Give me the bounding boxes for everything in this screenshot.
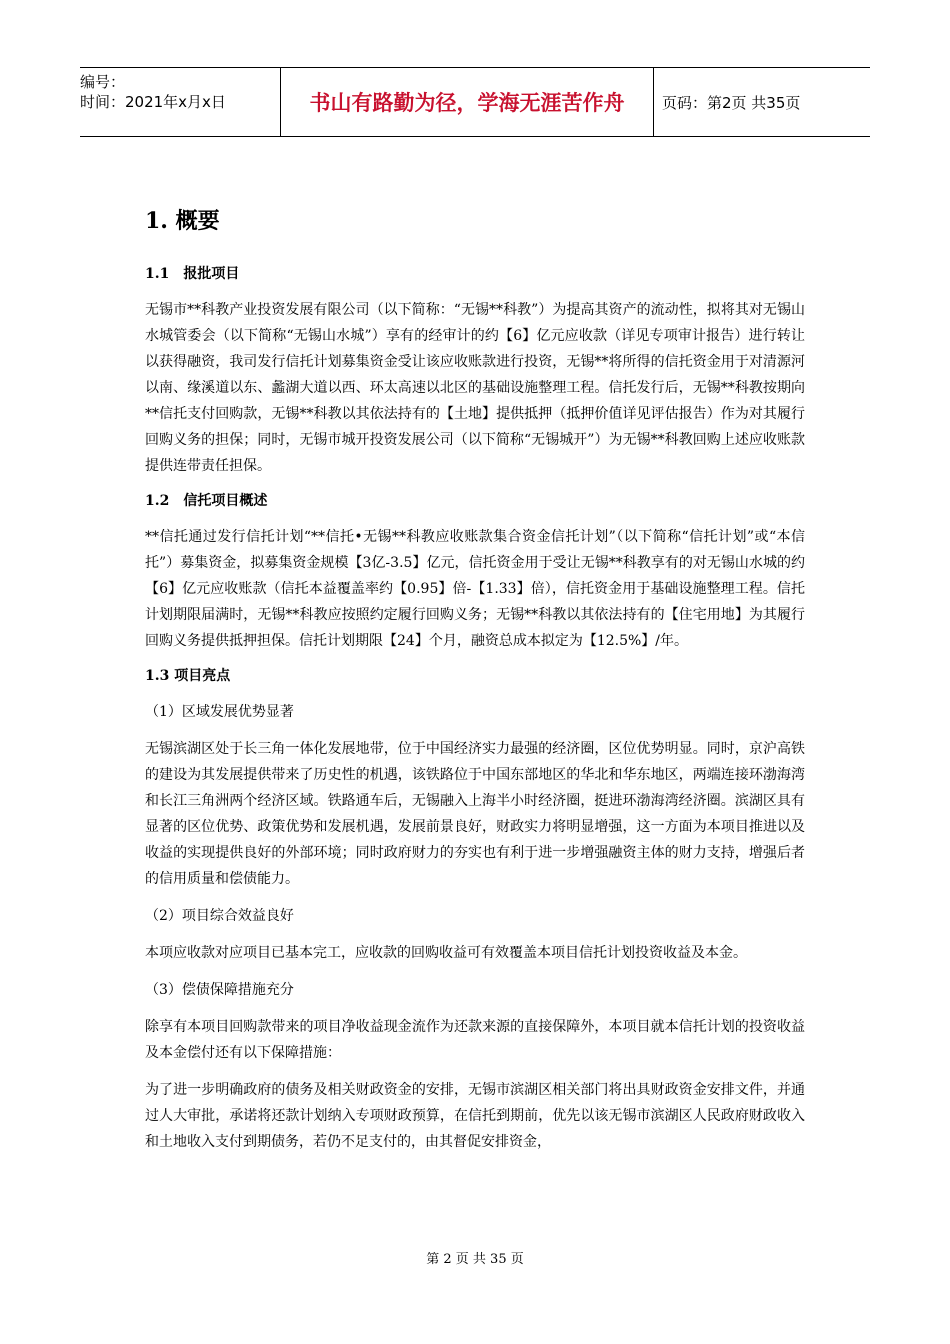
document-body xyxy=(145,205,805,1166)
paragraph: 除享有本项目回购款带来的项目净收益现金流作为还款来源的直接保障外，本项目就本信托计划的投资收益及本金偿付还有以下保障措施： xyxy=(145,1019,805,1061)
header-page-info: 页码：第2页 共35页 xyxy=(662,93,801,112)
paragraph: **信托通过发行信托计划“**信托•无锡**科教应收账款集合资金信托计划”（以下简称“信托计划”或“本信托”）募集资金，拟募集资金规模【3亿-3.5】亿元，信托资金用于受让无锡**科教享有的对无锡山水城的约【6】亿元应收账款（信托本益覆盖率约【0.95】倍-【1.33】倍），信托资金用于基础设施整理工程。信托计划期限届满时，无锡**科教应按照约定履行回购义务；无锡**科教以其依法持有的【住宅用地】为其履行回购义务提供抵押担保。信托计划期限【24】个月，融资总成本拟定为【12.5%】/年。 xyxy=(145,529,805,649)
paragraph: 无锡滨湖区处于长三角一体化发展地带，位于中国经济实力最强的经济圈，区位优势明显。同时，京沪高铁的建设为其发展提供带来了历史性的机遇，该铁路位于中国东部地区的华北和华东地区，两端连接环渤海湾和长江三角洲两个经济区域。铁路通车后，无锡融入上海半小时经济圈，挺进环渤海湾经济圈。滨湖区具有显著的区位优势、政策优势和发展机遇，发展前景良好，财政实力将明显增强，这一方面为本项目推进以及收益的实现提供良好的外部环境；同时政府财力的夯实也有利于进一步增强融资主体的财力支持，增强后者的信用质量和偿债能力。 xyxy=(145,741,805,887)
subsection-title: 1.3 项目亮点 xyxy=(145,668,231,684)
page-footer: 第 2 页 共 35 页 xyxy=(426,1252,524,1267)
paragraph: 本项应收款对应项目已基本完工，应收款的回购收益可有效覆盖本项目信托计划投资收益及本金。 xyxy=(145,945,747,961)
subsection-title: 1.2 信托项目概述 xyxy=(145,493,268,509)
list-item-heading: （3）偿债保障措施充分 xyxy=(145,982,294,998)
list-item-heading: （2）项目综合效益良好 xyxy=(145,908,294,924)
subsection-title: 1.1 报批项目 xyxy=(145,266,240,282)
paragraph: 为了进一步明确政府的债务及相关财政资金的安排，无锡市滨湖区相关部门将出具财政资金安排文件，并通过人大审批，承诺将还款计划纳入专项财政预算，在信托到期前，优先以该无锡市滨湖区人民政府财政收入和土地收入支付到期债务，若仍不足支付的，由其督促安排资金， xyxy=(145,1082,805,1150)
paragraph: 无锡市**科教产业投资发展有限公司（以下简称：“无锡**科教”）为提高其资产的流动性，拟将其对无锡山水城管委会（以下简称“无锡山水城”）享有的经审计的约【6】亿元应收款（详见专项审计报告）进行转让以获得融资，我司发行信托计划募集资金受让该应收账款进行投资，无锡**将所得的信托资金用于对清源河以南、缘溪道以东、蠡湖大道以西、环太高速以北区的基础设施整理工程。信托发行后，无锡**科教按期向**信托支付回购款，无锡**科教以其依法持有的【土地】提供抵押（抵押价值详见评估报告）作为对其履行回购义务的担保；同时，无锡市城开投资发展公司（以下简称“无锡城开”）为无锡**科教回购上述应收账款提供连带责任担保。 xyxy=(145,302,805,474)
section-heading: 1. 概要 xyxy=(145,208,220,234)
list-item-heading: （1）区域发展优势显著 xyxy=(145,704,294,720)
header-motto: 书山有路勤为径，学海无涯苦作舟 xyxy=(280,68,654,136)
date-label: 时间：2021年x月x日 xyxy=(80,93,226,111)
document-number-label: 编号： xyxy=(80,73,126,91)
header-left xyxy=(80,68,280,136)
page-header xyxy=(80,67,870,137)
